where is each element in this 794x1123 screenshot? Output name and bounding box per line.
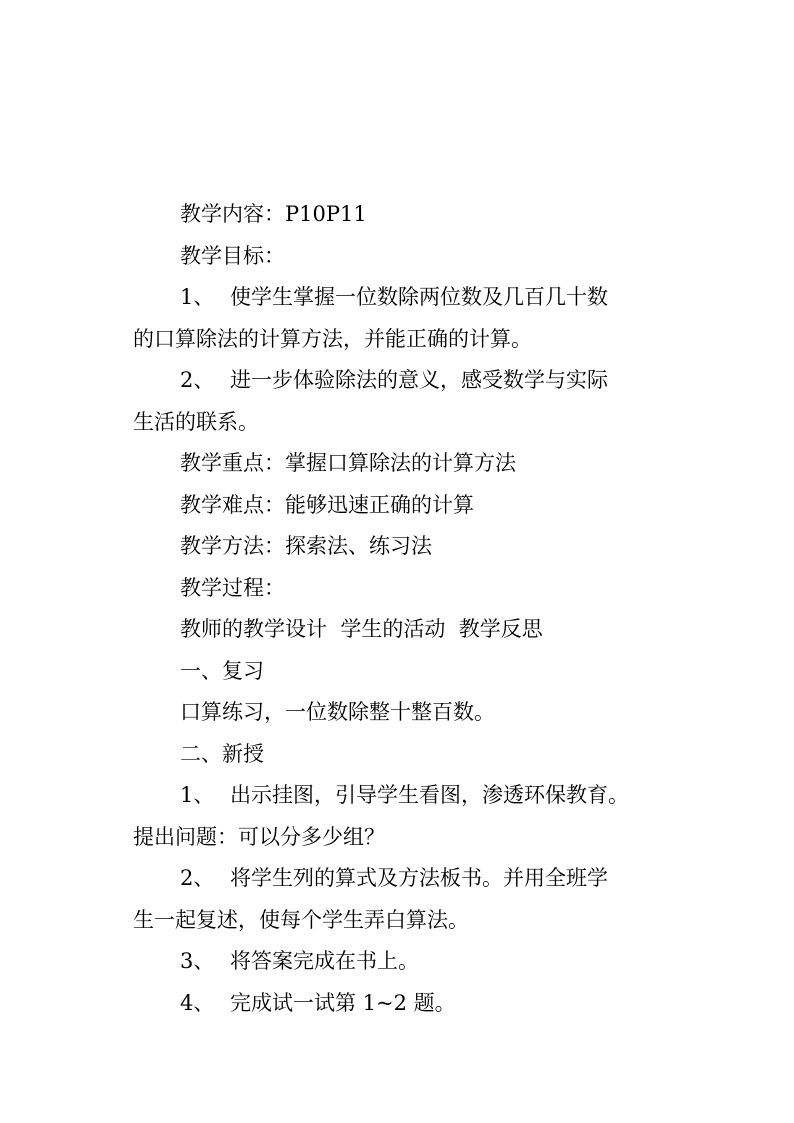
line-text: 教学目标：: [180, 243, 285, 268]
line-text: 口算练习，一位数除整十整百数。: [180, 700, 495, 724]
lesson-step-2: [133, 858, 673, 900]
goal-item-1: [133, 277, 673, 319]
line-text: 生活的联系。: [133, 409, 259, 434]
goal-item-2-continued: [133, 402, 673, 444]
item-number: 2、: [180, 368, 215, 392]
line-text: 出示挂图，引导学生看图，渗透环保教育。: [230, 783, 629, 807]
lesson-step-1-continued: [133, 817, 673, 859]
line-text: 进一步体验除法的意义，感受数学与实际: [230, 368, 608, 392]
item-number: 1、: [180, 285, 215, 309]
line-text: 一、复习: [180, 658, 264, 683]
section-new-lesson-heading: [133, 734, 673, 776]
line-text: 教学过程：: [180, 575, 285, 600]
teaching-method: [133, 526, 673, 568]
teaching-key-point: [133, 443, 673, 485]
goal-item-1-continued: [133, 319, 673, 361]
section-review-heading: [133, 651, 673, 693]
line-text: 二、新授: [180, 741, 264, 766]
lesson-step-4: [133, 983, 673, 1025]
item-number: 3、: [180, 949, 215, 973]
teaching-process-heading: [133, 568, 673, 610]
item-number: 1、: [180, 783, 215, 807]
document-body: [133, 194, 673, 1024]
line-text: 将学生列的算式及方法板书。并用全班学: [230, 866, 608, 890]
lesson-step-3: [133, 941, 673, 983]
line-text: 完成试一试第 1~2 题。: [230, 990, 456, 1015]
line-text: 提出问题：可以分多少组？: [133, 824, 385, 849]
column-headers-line: [133, 609, 673, 651]
line-text: 教学方法：探索法、练习法: [180, 534, 432, 558]
line-text: 教学内容：P10P11: [180, 202, 367, 226]
line-text: 教学难点：能够迅速正确的计算: [180, 492, 474, 517]
lesson-step-1: [133, 775, 673, 817]
teaching-goals-heading: [133, 236, 673, 278]
lesson-step-2-continued: [133, 900, 673, 942]
teaching-content-line: [133, 194, 673, 236]
line-text: 生一起复述，使每个学生弄白算法。: [133, 907, 469, 932]
line-text: 教师的教学设计 学生的活动 教学反思: [180, 617, 543, 641]
item-number: 2、: [180, 866, 215, 890]
line-text: 教学重点：掌握口算除法的计算方法: [180, 451, 516, 475]
line-text: 的口算除法的计算方法，并能正确的计算。: [133, 326, 532, 351]
goal-item-2: [133, 360, 673, 402]
item-number: 4、: [180, 990, 215, 1015]
review-content: [133, 692, 673, 734]
line-text: 将答案完成在书上。: [230, 949, 419, 973]
line-text: 使学生掌握一位数除两位数及几百几十数: [230, 285, 608, 309]
teaching-difficulty: [133, 485, 673, 527]
